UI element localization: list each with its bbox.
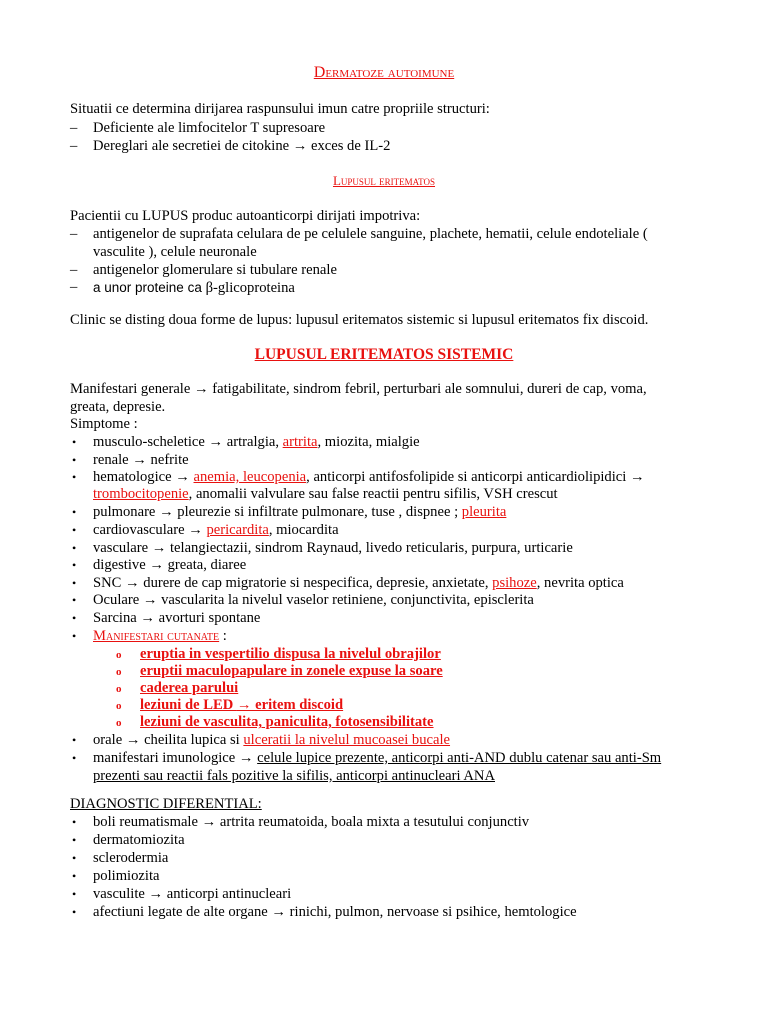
dash-marker: – <box>70 262 78 278</box>
circle-marker: o <box>116 649 122 661</box>
highlight-text: pleurita <box>461 504 507 520</box>
arrow-icon: → <box>208 434 224 450</box>
s1-item-2-text: antigenelor glomerulare si tubulare renale <box>93 262 337 278</box>
manif-generale-cont: greata, depresie. <box>70 399 166 415</box>
arrow-icon: → <box>151 540 167 556</box>
intro-item-2-text: Dereglari ale secretiei de citokine <box>93 138 293 154</box>
s1-item-1-cont: vasculite ), celule neuronale <box>93 244 257 260</box>
intro-item-1-text: Deficiente ale limfocitelor T supresoare <box>93 120 326 136</box>
cutanate-title: Manifestari cutanate <box>93 628 220 644</box>
arrow-icon: → <box>148 886 164 902</box>
arrow-icon: → <box>140 610 156 626</box>
bullet-marker: • <box>72 751 77 765</box>
bullet-marker: • <box>72 611 77 625</box>
manif-generale <box>70 381 647 399</box>
bullet-marker: • <box>72 905 77 919</box>
bullet-marker: • <box>72 593 77 607</box>
intro-text: Situatii ce determina dirijarea raspunsului imun catre propriile structuri: <box>70 101 490 117</box>
bullet-marker: • <box>72 558 77 572</box>
bullet-marker: • <box>72 505 77 519</box>
arrow-icon: → <box>629 469 645 485</box>
arrow-icon: → <box>188 522 203 538</box>
s1-clinic: Clinic se disting doua forme de lupus: lupusul eritematos sistemic si lupusul eritematos fix discoid. <box>70 312 649 328</box>
list-item-cont: trombocitopenie, anomalii valvulare sau false reactii pentru sifilis, VSH crescut <box>93 486 558 502</box>
arrow-icon: → <box>149 557 164 573</box>
dash-marker: – <box>70 279 78 295</box>
bullet-marker: • <box>72 541 77 555</box>
circle-marker: o <box>116 666 122 678</box>
dash-marker: – <box>70 138 78 154</box>
circle-marker: o <box>116 700 122 712</box>
highlight-text: anemia, leucopenia <box>193 469 307 485</box>
arrow-icon: → <box>125 575 140 591</box>
s1-item-3-text: a unor proteine ca <box>93 280 206 295</box>
manif-generale-text: fatigabilitate, sindrom febril, perturbari ale somnului, dureri de cap, voma, <box>208 381 647 397</box>
bullet-marker: • <box>72 470 77 484</box>
s1-item-3-tail: -glicoproteina <box>213 280 295 296</box>
highlight-text: pericardita <box>206 522 269 538</box>
bullet-marker: • <box>72 576 77 590</box>
bullet-marker: • <box>72 869 77 883</box>
arrow-icon: → <box>193 381 209 397</box>
highlight-text: artrita <box>282 434 318 450</box>
circle-marker: o <box>116 683 122 695</box>
arrow-icon: → <box>238 750 254 766</box>
bullet-marker: • <box>72 435 77 449</box>
document-page: Dermatoze autoimune Situatii ce determina dirijarea raspunsului imun catre propriile structuri: – Deficiente ale limfocitelor T supresoare – Dereglari ale secretiei de citokine → exces de IL-2 Lupusul eritematos Pacientii cu LUPUS produc autoanticorpi dirijati impotriva: – antigenelor de suprafata celulara de pe celulele sanguine, plachete, hematii, celule endoteliale ( vasculite ), celule neuronale – antigenelor glomerulare si tubulare renale – a unor proteine ca β-glicoproteina Clinic se disting doua forme de lupus: lupusul eritematos sistemic si lupusul eritematos fix discoid. LUPUSUL ERITEMATOS SISTEMIC Manifestari generale → fatigabilitate, sindrom febril, perturbari ale somnului, dureri de cap, voma, greata, depresie. Simptome : • musculo-scheletice → artralgia, artrita, miozita, mialgie • renale → nefrite • hematologice → anemia, leucopenia, anticorpi antifosfolipide si anticorpi anticardiolipidici → trombocitopenie, anomalii valvulare sau false reactii pentru sifilis, VSH crescut • pulmonare → pleurezie si infiltrate pulmonare, tuse , dispnee ; pleurita • cardiovasculare → pericardita, miocardita • vasculare → telangiectazii, sindrom Raynaud, livedo reticularis, purpura, urticarie • digestive → greata, diaree • SNC → durere de cap migratorie si nespecifica, depresie, anxietate, psihoze, nevrita optica • Oculare → vascularita la nivelul vaselor retiniene, conjunctivita, episclerita • Sarcina → avorturi spontane • Manifestari cutanate : o eruptia in vespertilio dispusa la nivelul obrajilor o eruptii maculopapulare in zonele expuse la soare o caderea parului o leziuni de LED → eritem discoid o leziuni de vasculita, paniculita, fotosensibilitate • orale → cheilita lupica si ulceratii la nivelul mucoasei bucale • manifestari imunologice → celule lupice prezente, anticorpi anti-AND dublu catenar sau anti-Sm prezenti sau reactii fals pozitive la sifilis, anticorpi antinucleari ANA DIAGNOSTIC DIFERENTIAL: • boli reumatismale → artrita reumatoida, boala mixta a tesutului conjunctiv • dermatomiozita • sclerodermia • polimiozita • vasculite → anticorpi antinucleari • afectiuni legate de alte organe → rinichi, pulmon, nervoase si psihice, hemtologice <box>0 0 768 1024</box>
diag-title: DIAGNOSTIC DIFERENTIAL: <box>70 796 262 812</box>
arrow-icon: → <box>125 732 141 748</box>
arrow-icon: → <box>175 469 190 485</box>
bullet-marker: • <box>72 887 77 901</box>
arrow-icon: → <box>201 814 217 830</box>
arrow-icon: → <box>236 697 252 713</box>
bullet-marker: • <box>72 833 77 847</box>
beta-symbol: β <box>205 280 214 296</box>
dash-marker: – <box>70 120 78 136</box>
manif-generale-label: Manifestari generale <box>70 381 194 397</box>
bullet-marker: • <box>72 733 77 747</box>
bullet-marker: • <box>72 523 77 537</box>
circle-marker: o <box>116 717 122 729</box>
bullet-marker: • <box>72 629 77 643</box>
arrow-icon: → <box>142 592 158 608</box>
highlight-text: trombocitopenie <box>93 486 189 502</box>
bullet-marker: • <box>72 453 77 467</box>
section-title-lupus: Lupusul eritematos <box>332 173 436 188</box>
intro-item-2-result: exces de IL-2 <box>311 138 391 154</box>
highlight-text: psihoze <box>492 575 537 591</box>
simptome-label: Simptome : <box>70 416 138 432</box>
dash-marker: – <box>70 226 78 242</box>
arrow-icon: → <box>159 504 174 520</box>
arrow-icon: → <box>271 904 287 920</box>
page-title: Dermatoze autoimune <box>313 64 455 81</box>
arrow-icon: → <box>292 138 308 154</box>
bullet-marker: • <box>72 815 77 829</box>
highlight-text: celule lupice prezente, anticorpi anti-AND dublu catenar sau anti-Sm <box>257 750 662 766</box>
s1-item-1-text: antigenelor de suprafata celulara de pe celulele sanguine, plachete, hematii, celule endoteliale ( <box>93 226 648 242</box>
s1-intro: Pacientii cu LUPUS produc autoanticorpi dirijati impotriva: <box>70 208 421 224</box>
arrow-icon: → <box>132 452 147 468</box>
list-item-cont: prezenti sau reactii fals pozitive la sifilis, anticorpi antinucleari ANA <box>93 768 495 784</box>
bullet-marker: • <box>72 851 77 865</box>
section-title-les: LUPUSUL ERITEMATOS SISTEMIC <box>254 346 514 363</box>
highlight-text: ulceratii la nivelul mucoasei bucale <box>243 732 451 748</box>
